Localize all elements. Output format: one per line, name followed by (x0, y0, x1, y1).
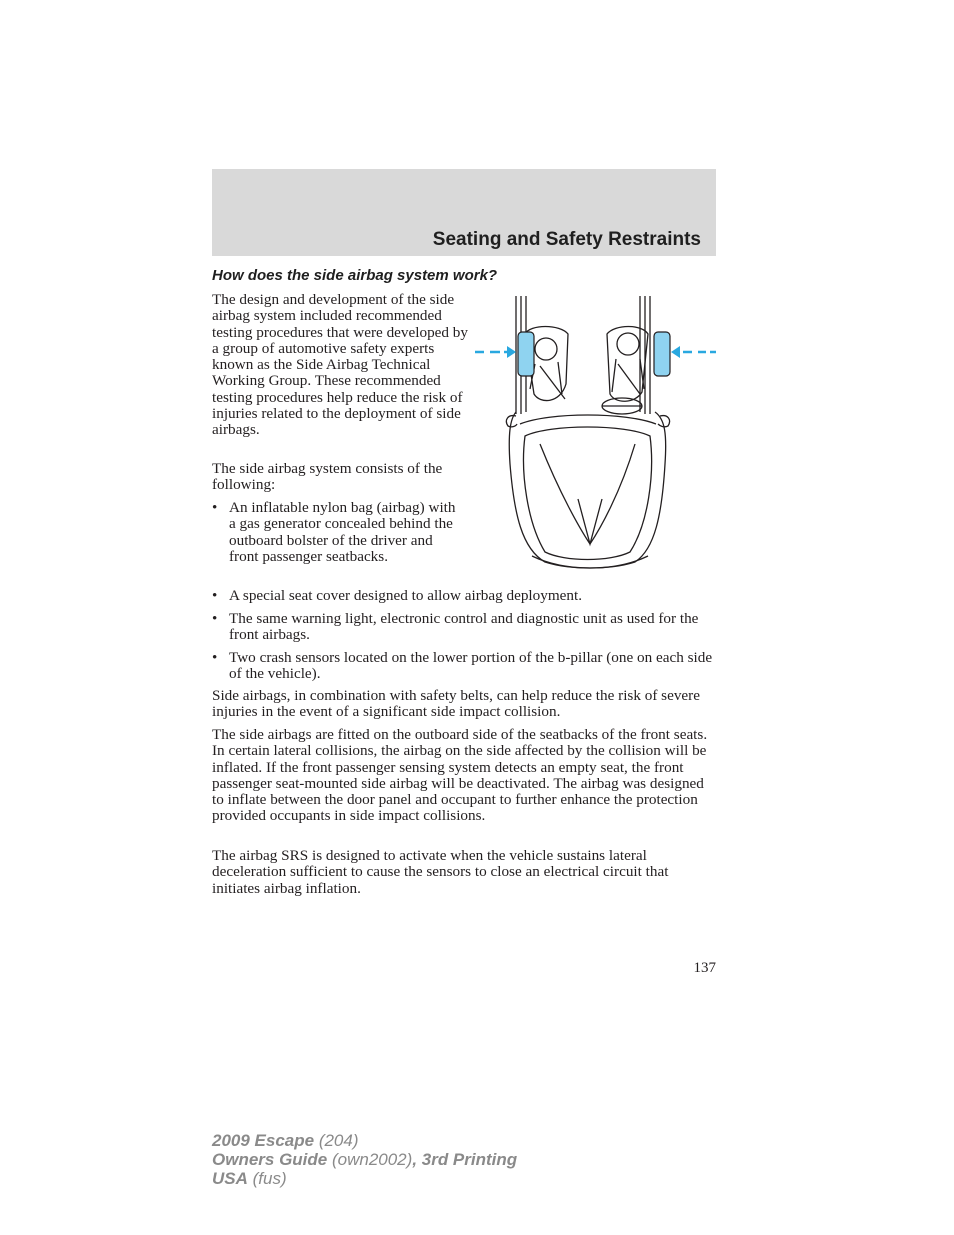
bullet-text: An inflatable nylon bag (airbag) with a gas generator concealed behind the outboard bolster of the driver and front passenger seatbacks. (229, 499, 456, 565)
belts-paragraph: Side airbags, in combination with safety belts, can help reduce the risk of severe injuries in the event of a significant side impact collision. (212, 687, 700, 721)
footer-line-3 (212, 1169, 517, 1188)
subsection-heading: How does the side airbag system work? (212, 267, 498, 284)
bullet-symbol: • (212, 499, 218, 516)
footer-market-code: (fus) (247, 1169, 287, 1188)
footer-guide-code: (own2002) (327, 1150, 413, 1169)
bullet-text: A special seat cover designed to allow airbag deployment. (229, 587, 582, 604)
footer-line-2 (212, 1150, 517, 1169)
intro-paragraph: The design and development of the side airbag system included recommended testing procedures that were developed by a group of automotive safety experts known as the Side Airbag Technical Working Group. These recommended testing procedures help reduce the risk of injuries related to the deployment of side airbags. (212, 291, 468, 439)
consists-paragraph: The side airbag system consists of the following: (212, 460, 443, 494)
passenger-side-airbag (654, 332, 670, 376)
section-header-band (212, 169, 716, 256)
footer-model: 2009 Escape (212, 1131, 315, 1150)
section-title: Seating and Safety Restraints (432, 229, 701, 250)
fitted-paragraph: The side airbags are fitted on the outboard side of the seatbacks of the front seats. In certain lateral collisions, the airbag on the side affected by the collision will be inflated. If the front passenger sensing system detects an empty seat, the front passenger seat-mounted side airbag will be deactivated. The airbag was designed to inflate between the door panel and occupant to further enhance the protection provided occupants in side impact collisions. (212, 726, 708, 825)
srs-paragraph: The airbag SRS is designed to activate when the vehicle sustains lateral deceleration sufficient to cause the sensors to close an electrical circuit that initiates airbag inflation. (212, 847, 669, 897)
document-footer (212, 1131, 517, 1188)
footer-model-code: (204) (314, 1131, 359, 1150)
bullet-symbol: • (212, 587, 218, 604)
footer-market: USA (212, 1169, 248, 1188)
page-number: 137 (693, 960, 716, 976)
footer-guide: Owners Guide (212, 1150, 328, 1169)
bullet-text: The same warning light, electronic control and diagnostic unit as used for the front airbags. (229, 610, 699, 644)
bullet-symbol: • (212, 649, 218, 666)
car-top-view-side-airbags-icon (470, 294, 720, 574)
footer-printing: , 3rd Printing (412, 1150, 518, 1169)
driver-side-airbag (518, 332, 534, 376)
footer-line-1 (212, 1131, 517, 1150)
bullet-symbol: • (212, 610, 218, 627)
bullet-text: Two crash sensors located on the lower portion of the b-pillar (one on each side of the vehicle). (229, 649, 713, 683)
